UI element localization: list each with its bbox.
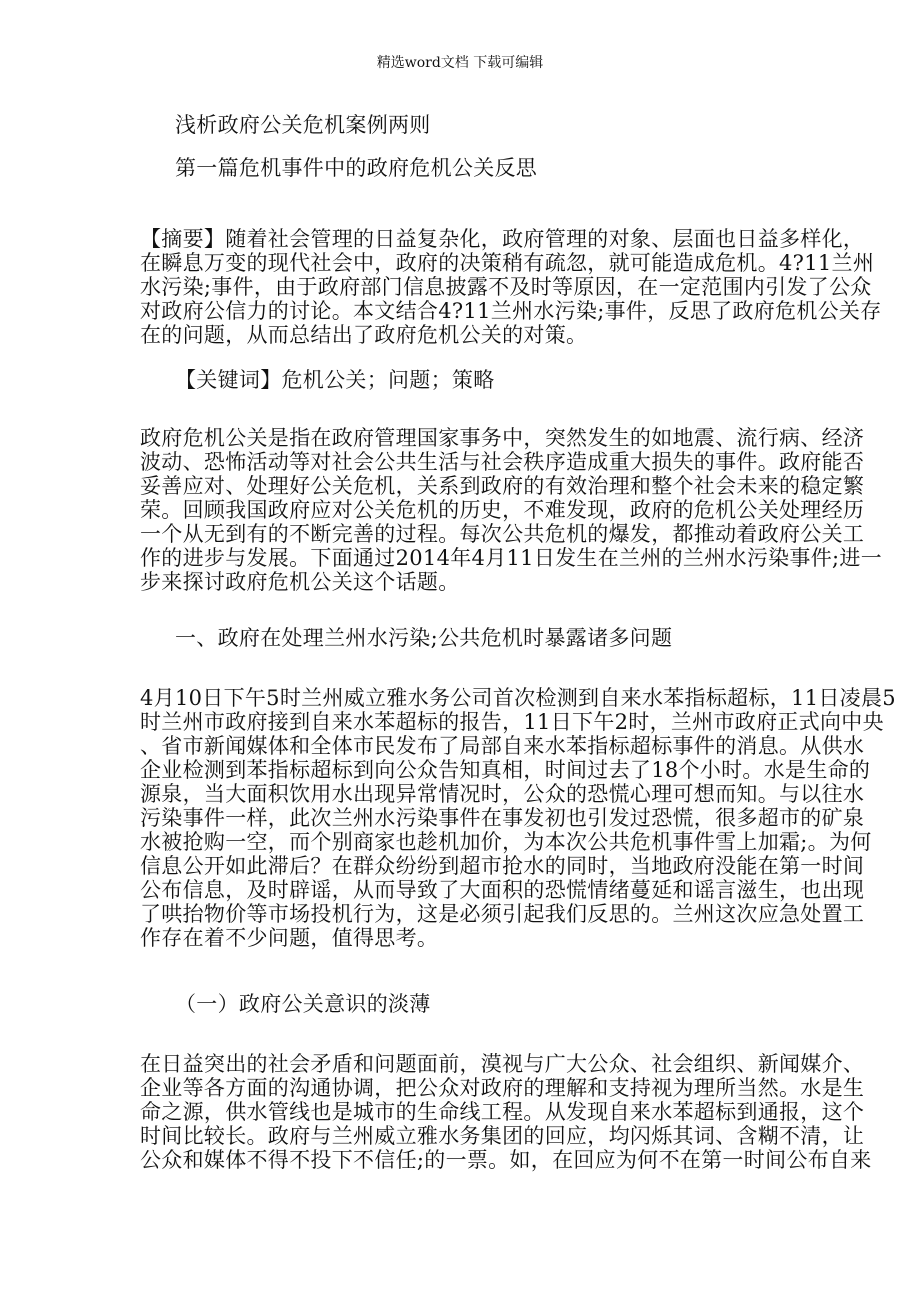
text-line: 在瞬息万变的现代社会中，政府的决策稍有疏忽，就可能造成危机。4?11兰州: [140, 251, 875, 275]
text-line: 水污染;事件，由于政府部门信息披露不及时等原因，在一定范围内引发了公众: [140, 275, 872, 299]
document-subtitle: 第一篇危机事件中的政府危机公关反思: [175, 156, 538, 180]
text-line: 【摘要】随着社会管理的日益复杂化，政府管理的对象、层面也日益多样化，: [140, 227, 865, 251]
document-title: 浅析政府公关危机案例两则: [175, 113, 431, 137]
text-line: 时间比较长。政府与兰州威立雅水务集团的回应，均闪烁其词、含糊不清，让: [140, 1124, 865, 1148]
text-line: 了哄抬物价等市场投机行为，这是必须引起我们反思的。兰州这次应急处置工: [140, 902, 865, 926]
text-line: 企业检测到苯指标超标到向公众告知真相，时间过去了18个小时。水是生命的: [140, 758, 871, 782]
text-line: 作存在着不少问题，值得思考。: [140, 926, 439, 950]
text-line: 污染事件一样，此次兰州水污染事件在事发初也引发过恐慌，很多超市的矿泉: [140, 806, 865, 830]
text-line: 源泉，当大面积饮用水出现异常情况时，公众的恐慌心理可想而知。与以往水: [140, 782, 865, 806]
text-line: 在的问题，从而总结出了政府危机公关的对策。: [140, 323, 588, 347]
text-line: 企业等各方面的沟通协调，把公众对政府的理解和支持视为理所当然。水是生: [140, 1076, 865, 1100]
text-line: 命之源，供水管线也是城市的生命线工程。从发现自来水苯超标到通报，这个: [140, 1100, 865, 1124]
section-heading-1: 一、政府在处理兰州水污染;公共危机时暴露诸多问题: [175, 626, 673, 650]
page-header: 精选word文档 下载可编辑: [376, 55, 544, 71]
body-paragraph-3: [140, 1052, 872, 1172]
text-line: 在日益突出的社会矛盾和问题面前，漠视与广大公众、社会组织、新闻媒介、: [140, 1052, 865, 1076]
text-line: 政府危机公关是指在政府管理国家事务中，突然发生的如地震、流行病、经济: [140, 426, 865, 450]
text-line: 公布信息，及时辟谣，从而导致了大面积的恐慌情绪蔓延和谣言滋生，也出现: [140, 878, 865, 902]
text-line: 荣。回顾我国政府应对公关危机的历史，不难发现，政府的危机公关处理经历: [140, 498, 865, 522]
text-line: 4月10日下午5时兰州威立雅水务公司首次检测到自来水苯指标超标，11日凌晨5: [140, 686, 896, 710]
text-line: 、省市新闻媒体和全体市民发布了局部自来水苯指标超标事件的消息。从供水: [140, 734, 865, 758]
text-line: 作的进步与发展。下面通过2014年4月11日发生在兰州的兰州水污染事件;进一: [140, 546, 882, 570]
text-line: 时兰州市政府接到自来水苯超标的报告，11日下午2时，兰州市政府正式向中央: [140, 710, 884, 734]
text-line: 步来探讨政府危机公关这个话题。: [140, 570, 460, 594]
text-line: 对政府公信力的讨论。本文结合4?11兰州水污染;事件，反思了政府危机公关存: [140, 299, 882, 323]
text-line: 妥善应对、处理好公关危机，关系到政府的有效治理和整个社会未来的稳定繁: [140, 474, 865, 498]
body-paragraph-1: [140, 426, 882, 594]
text-line: 一个从无到有的不断完善的过程。每次公共危机的爆发，都推动着政府公关工: [140, 522, 865, 546]
text-line: 水被抢购一空，而个别商家也趁机加价，为本次公共危机事件雪上加霜;。为何: [140, 830, 872, 854]
keywords: 【关键词】危机公关；问题；策略: [175, 368, 495, 392]
body-paragraph-2: [140, 686, 896, 950]
abstract-paragraph: [140, 227, 882, 347]
text-line: 波动、恐怖活动等对社会公共生活与社会秩序造成重大损失的事件。政府能否: [140, 450, 865, 474]
text-line: 信息公开如此滞后？在群众纷纷到超市抢水的同时，当地政府没能在第一时间: [140, 854, 865, 878]
text-line: 公众和媒体不得不投下不信任;的一票。如，在回应为何不在第一时间公布自来: [140, 1148, 872, 1172]
section-heading-2: （一）政府公关意识的淡薄: [175, 992, 431, 1016]
